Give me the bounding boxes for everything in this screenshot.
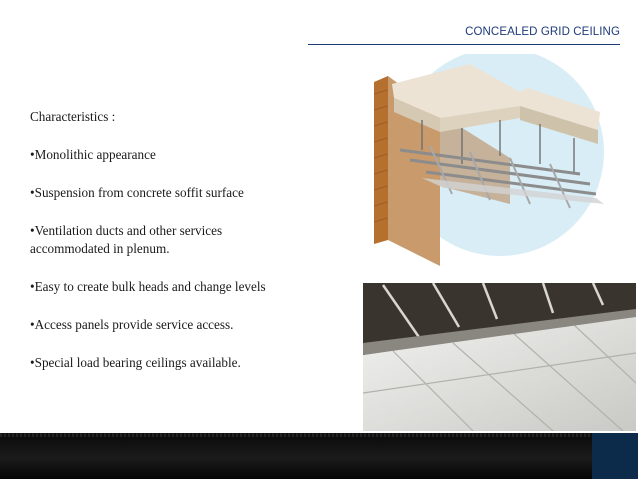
- list-item: •Suspension from concrete soffit surface: [30, 185, 244, 200]
- list-item: •Ventilation ducts and other services: [30, 223, 223, 238]
- footer-accent-block: [592, 433, 638, 479]
- characteristics-list: [30, 108, 350, 372]
- footer-bar: [0, 433, 638, 479]
- title-divider: [308, 44, 620, 45]
- list-item: •Access panels provide service access.: [30, 317, 234, 332]
- footer-stripes: [0, 433, 638, 437]
- list-item: •Special load bearing ceilings available.: [30, 355, 241, 370]
- ceiling-photo-icon: [363, 283, 636, 431]
- ceiling-diagram-icon: [370, 54, 628, 266]
- list-heading: Characteristics :: [30, 109, 116, 124]
- list-item: •Monolithic appearance: [30, 147, 156, 162]
- list-item: •Easy to create bulk heads and change levels: [30, 279, 266, 294]
- list-item-continuation: accommodated in plenum.: [30, 241, 170, 256]
- slide-title: CONCEALED GRID CEILING: [465, 26, 620, 38]
